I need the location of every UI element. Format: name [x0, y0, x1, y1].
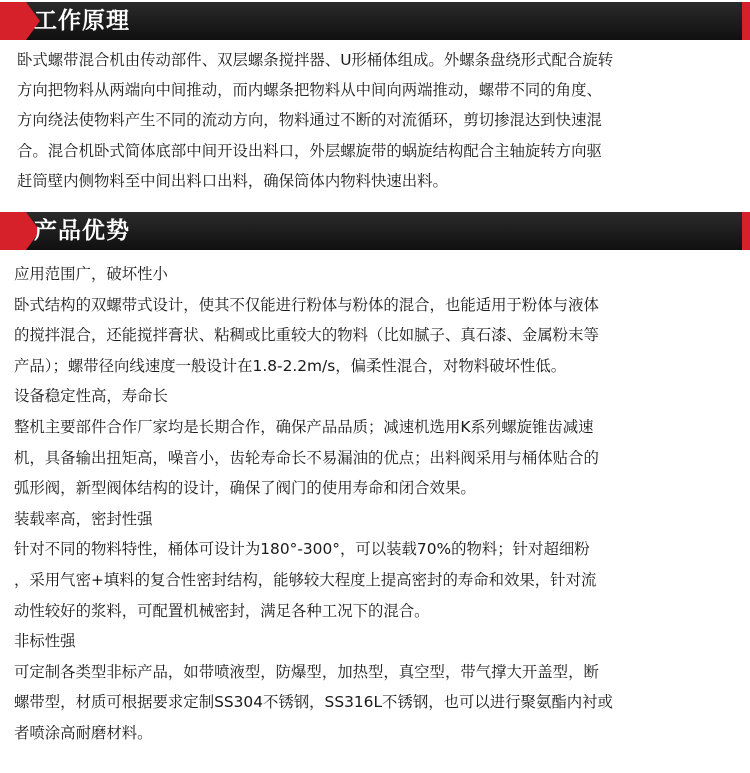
paragraph-line: 方向把物料从两端向中间推动，而内螺条把物料从中间向两端推动，螺带不同的角度、 — [17, 81, 602, 100]
advantage-line: ，采用气密+填料的复合性密封结构，能够较大程度上提高密封的寿命和效果，针对流 — [14, 570, 597, 589]
header-right-accent — [742, 2, 750, 40]
advantage-line: 的搅拌混合，还能搅拌膏状、粘稠或比重较大的物料（比如腻子、真石漆、金属粉末等 — [14, 326, 599, 345]
advantage-heading: 设备稳定性高，寿命长 — [14, 387, 168, 406]
advantage-line: 者喷涂高耐磨材料。 — [14, 723, 153, 742]
section-header-advantages — [0, 212, 750, 250]
advantage-line: 动性较好的浆料，可配置机械密封，满足各种工况下的混合。 — [14, 601, 430, 620]
advantage-line: 整机主要部件合作厂家均是长期合作，确保产品品质；减速机选用K系列螺旋锥齿减速 — [14, 417, 594, 436]
section-title-principle: 工作原理 — [34, 8, 130, 34]
header-accent-bar — [0, 2, 26, 40]
paragraph-line: 赶筒壁内侧物料至中间出料口出料，确保筒体内物料快速出料。 — [17, 171, 448, 190]
header-right-accent — [742, 212, 750, 250]
advantage-heading: 装载率高，密封性强 — [14, 509, 153, 528]
paragraph-line: 合。混合机卧式简体底部中间开设出料口，外层螺旋带的蜗旋结构配合主轴旋转方向驱 — [17, 141, 602, 160]
advantage-heading: 非标性强 — [14, 632, 76, 651]
advantage-heading: 应用范围广，破坏性小 — [14, 265, 168, 283]
paragraph-line: 卧式螺带混合机由传动部件、双层螺条搅拌器、U形桶体组成。外螺条盘绕形式配合旋转 — [17, 51, 614, 69]
advantage-item — [14, 504, 739, 626]
advantage-item — [14, 381, 739, 503]
advantage-item — [14, 626, 739, 748]
header-accent-bar — [0, 212, 26, 250]
advantage-line: 产品）；螺带径向线速度一般设计在1.8-2.2m/s，偏柔性混合，对物料破坏性低。 — [14, 356, 567, 375]
advantage-line: 卧式结构的双螺带式设计，使其不仅能进行粉体与粉体的混合，也能适用于粉体与液体 — [14, 295, 599, 314]
advantage-item — [14, 259, 739, 381]
advantage-line: 机，具备输出扭矩高，噪音小，齿轮寿命长不易漏油的优点；出料阀采用与桶体贴合的 — [14, 448, 599, 467]
section-title-advantages: 产品优势 — [34, 218, 130, 244]
principle-paragraph — [17, 45, 739, 196]
advantage-line: 弧形阀，新型阀体结构的设计，确保了阀门的使用寿命和闭合效果。 — [14, 479, 476, 498]
advantage-line: 螺带型，材质可根据要求定制SS304不锈钢，SS316L不锈钢，也可以进行聚氨酯内衬或 — [14, 693, 613, 712]
advantages-list — [14, 259, 739, 749]
advantage-line: 可定制各类型非标产品，如带喷液型，防爆型，加热型，真空型，带气撑大开盖型，断 — [14, 662, 599, 681]
paragraph-line: 方向绕法使物料产生不同的流动方向，物料通过不断的对流循环，剪切掺混达到快速混 — [17, 111, 602, 130]
section-header-principle — [0, 2, 750, 40]
advantage-line: 针对不同的物料特性，桶体可设计为180°-300°，可以装载70%的物料；针对超细粉 — [14, 540, 590, 559]
